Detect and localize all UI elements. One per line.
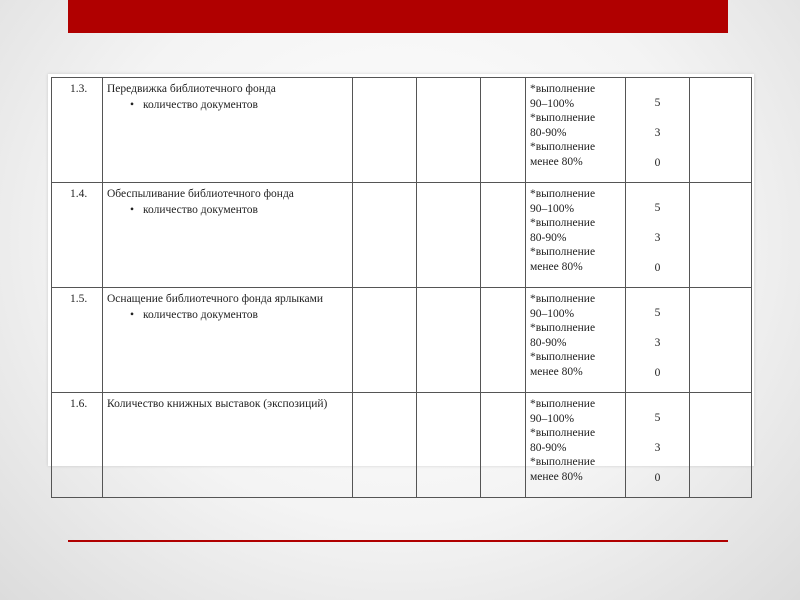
top-accent-bar bbox=[68, 0, 728, 33]
empty-cell bbox=[417, 288, 481, 393]
row-name: Количество книжных выставок (экспозиций) bbox=[107, 398, 328, 410]
criteria-line: *выполнение bbox=[530, 322, 596, 334]
criteria-line: 80-90% bbox=[530, 336, 567, 349]
row-number: 1.3. bbox=[52, 78, 103, 183]
row-name: Передвижка библиотечного фонда bbox=[107, 83, 276, 95]
criteria-line: 90–100% bbox=[530, 412, 575, 425]
score-cell bbox=[626, 78, 690, 183]
criteria-line: *выполнение bbox=[530, 141, 596, 153]
criteria-line: *выполнение bbox=[530, 456, 596, 468]
empty-cell bbox=[481, 393, 526, 498]
bullet-item bbox=[107, 203, 348, 218]
table-row bbox=[52, 393, 752, 498]
row-name: Оснащение библиотечного фонда ярлыками bbox=[107, 293, 324, 305]
criteria-line: *выполнение bbox=[530, 246, 596, 258]
empty-cell bbox=[690, 183, 752, 288]
bottom-accent-line bbox=[68, 540, 728, 542]
criteria-line: менее 80% bbox=[530, 470, 583, 483]
document-scan bbox=[48, 74, 754, 484]
bullet-item bbox=[107, 98, 348, 113]
row-name-cell bbox=[103, 78, 353, 183]
score-value: 5 bbox=[654, 307, 661, 319]
bullet-item bbox=[107, 308, 348, 323]
criteria-line: 80-90% bbox=[530, 126, 567, 139]
empty-cell bbox=[690, 288, 752, 393]
criteria-line: менее 80% bbox=[530, 260, 583, 273]
criteria-line: *выполнение bbox=[530, 351, 596, 363]
score-value: 0 bbox=[654, 472, 661, 484]
score-value: 3 bbox=[654, 127, 661, 139]
empty-cell bbox=[417, 183, 481, 288]
score-value: 5 bbox=[654, 97, 661, 109]
row-number: 1.6. bbox=[52, 393, 103, 498]
empty-cell bbox=[481, 288, 526, 393]
empty-cell bbox=[353, 393, 417, 498]
row-name-cell bbox=[103, 183, 353, 288]
criteria-cell bbox=[526, 78, 626, 183]
table-row bbox=[52, 288, 752, 393]
score-value: 5 bbox=[654, 412, 661, 424]
criteria-line: *выполнение bbox=[530, 112, 596, 124]
criteria-line: 80-90% bbox=[530, 231, 567, 244]
empty-cell bbox=[481, 78, 526, 183]
score-value: 0 bbox=[654, 262, 661, 274]
row-name-cell bbox=[103, 288, 353, 393]
bullet-text: количество документов bbox=[143, 203, 258, 216]
score-value: 0 bbox=[654, 367, 661, 379]
score-value: 5 bbox=[654, 202, 661, 214]
criteria-line: *выполнение bbox=[530, 293, 596, 305]
bullet-icon: • bbox=[129, 98, 135, 111]
criteria-line: *выполнение bbox=[530, 427, 596, 439]
criteria-cell bbox=[526, 183, 626, 288]
criteria-line: *выполнение bbox=[530, 188, 596, 200]
empty-cell bbox=[353, 78, 417, 183]
criteria-line: *выполнение bbox=[530, 398, 596, 410]
criteria-line: 90–100% bbox=[530, 97, 575, 110]
row-number: 1.5. bbox=[52, 288, 103, 393]
score-value: 3 bbox=[654, 232, 661, 244]
bullet-text: количество документов bbox=[143, 308, 258, 321]
criteria-cell bbox=[526, 288, 626, 393]
empty-cell bbox=[417, 78, 481, 183]
empty-cell bbox=[690, 78, 752, 183]
empty-cell bbox=[353, 183, 417, 288]
criteria-cell bbox=[526, 393, 626, 498]
criteria-line: 80-90% bbox=[530, 441, 567, 454]
criteria-line: *выполнение bbox=[530, 217, 596, 229]
row-name: Обеспыливание библиотечного фонда bbox=[107, 188, 294, 200]
criteria-line: менее 80% bbox=[530, 365, 583, 378]
bullet-icon: • bbox=[129, 308, 135, 321]
empty-cell bbox=[690, 393, 752, 498]
empty-cell bbox=[353, 288, 417, 393]
score-cell bbox=[626, 393, 690, 498]
table-row bbox=[52, 183, 752, 288]
score-value: 3 bbox=[654, 337, 661, 349]
criteria-table bbox=[51, 77, 752, 498]
bullet-icon: • bbox=[129, 203, 135, 216]
row-name-cell bbox=[103, 393, 353, 498]
score-value: 0 bbox=[654, 157, 661, 169]
criteria-line: 90–100% bbox=[530, 307, 575, 320]
bullet-text: количество документов bbox=[143, 98, 258, 111]
table-row bbox=[52, 78, 752, 183]
empty-cell bbox=[417, 393, 481, 498]
row-number: 1.4. bbox=[52, 183, 103, 288]
criteria-line: *выполнение bbox=[530, 83, 596, 95]
score-cell bbox=[626, 288, 690, 393]
criteria-line: 90–100% bbox=[530, 202, 575, 215]
empty-cell bbox=[481, 183, 526, 288]
score-cell bbox=[626, 183, 690, 288]
score-value: 3 bbox=[654, 442, 661, 454]
criteria-line: менее 80% bbox=[530, 155, 583, 168]
